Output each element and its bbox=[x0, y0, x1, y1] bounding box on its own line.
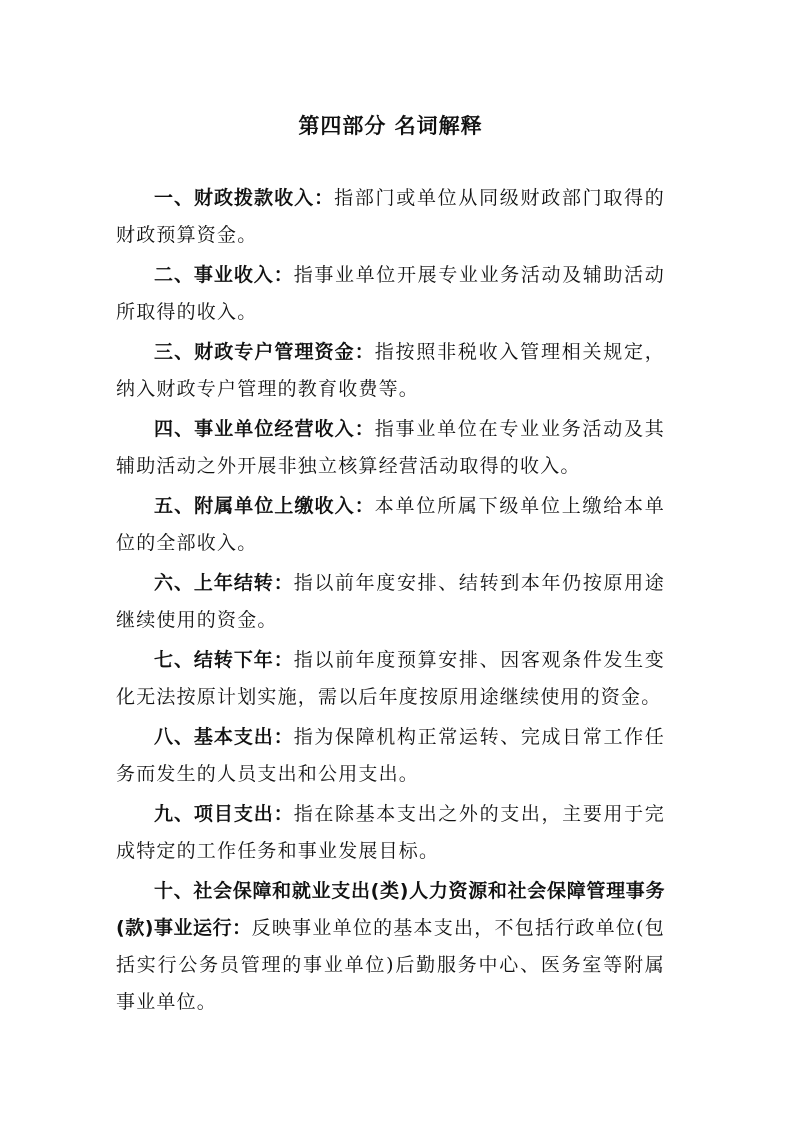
definition-entry bbox=[116, 180, 665, 254]
definition-entry bbox=[116, 334, 665, 408]
term-label: 八、基本支出： bbox=[154, 726, 294, 748]
definition-entry bbox=[116, 257, 665, 331]
definition-entry bbox=[116, 796, 665, 870]
term-label: 七、结转下年： bbox=[154, 649, 294, 671]
term-label: 十、社会保障和就业支出(类)人力资源和社会保障管理事务(款)事业运行： bbox=[116, 880, 665, 939]
term-definition: 指以前年度预算安排、因客观条件发生变化无法按原计划实施，需以后年度按原用途继续使用的资金。 bbox=[116, 649, 665, 708]
term-label: 五、附属单位上缴收入： bbox=[154, 495, 375, 517]
definition-entry bbox=[116, 565, 665, 639]
term-definition: 指部门或单位从同级财政部门取得的财政预算资金。 bbox=[116, 187, 665, 246]
definition-entry bbox=[116, 642, 665, 716]
term-label: 六、上年结转： bbox=[154, 572, 294, 594]
definition-entry bbox=[116, 411, 665, 485]
term-definition: 指为保障机构正常运转、完成日常工作任务而发生的人员支出和公用支出。 bbox=[116, 726, 665, 785]
term-definition: 指在除基本支出之外的支出，主要用于完成特定的工作任务和事业发展目标。 bbox=[116, 803, 665, 862]
definition-entry bbox=[116, 719, 665, 793]
term-definition: 指事业单位在专业业务活动及其辅助活动之外开展非独立核算经营活动取得的收入。 bbox=[116, 418, 665, 477]
term-definition: 本单位所属下级单位上缴给本单位的全部收入。 bbox=[116, 495, 665, 554]
term-label: 九、项目支出： bbox=[154, 803, 294, 825]
definition-entry bbox=[116, 488, 665, 562]
definition-entry bbox=[116, 873, 665, 1021]
term-definition: 反映事业单位的基本支出，不包括行政单位(包括实行公务员管理的事业单位)后勤服务中心、医务室等附属事业单位。 bbox=[116, 917, 665, 1013]
term-label: 四、事业单位经营收入： bbox=[154, 418, 375, 440]
term-definition: 指事业单位开展专业业务活动及辅助活动所取得的收入。 bbox=[116, 264, 665, 323]
term-definition: 指按照非税收入管理相关规定，纳入财政专户管理的教育收费等。 bbox=[116, 341, 665, 400]
term-label: 二、事业收入： bbox=[154, 264, 294, 286]
term-label: 三、财政专户管理资金： bbox=[154, 341, 375, 363]
term-label: 一、财政拨款收入： bbox=[154, 187, 335, 209]
page-title: 第四部分 名词解释 bbox=[298, 114, 483, 138]
term-definition: 指以前年度安排、结转到本年仍按原用途继续使用的资金。 bbox=[116, 572, 665, 631]
